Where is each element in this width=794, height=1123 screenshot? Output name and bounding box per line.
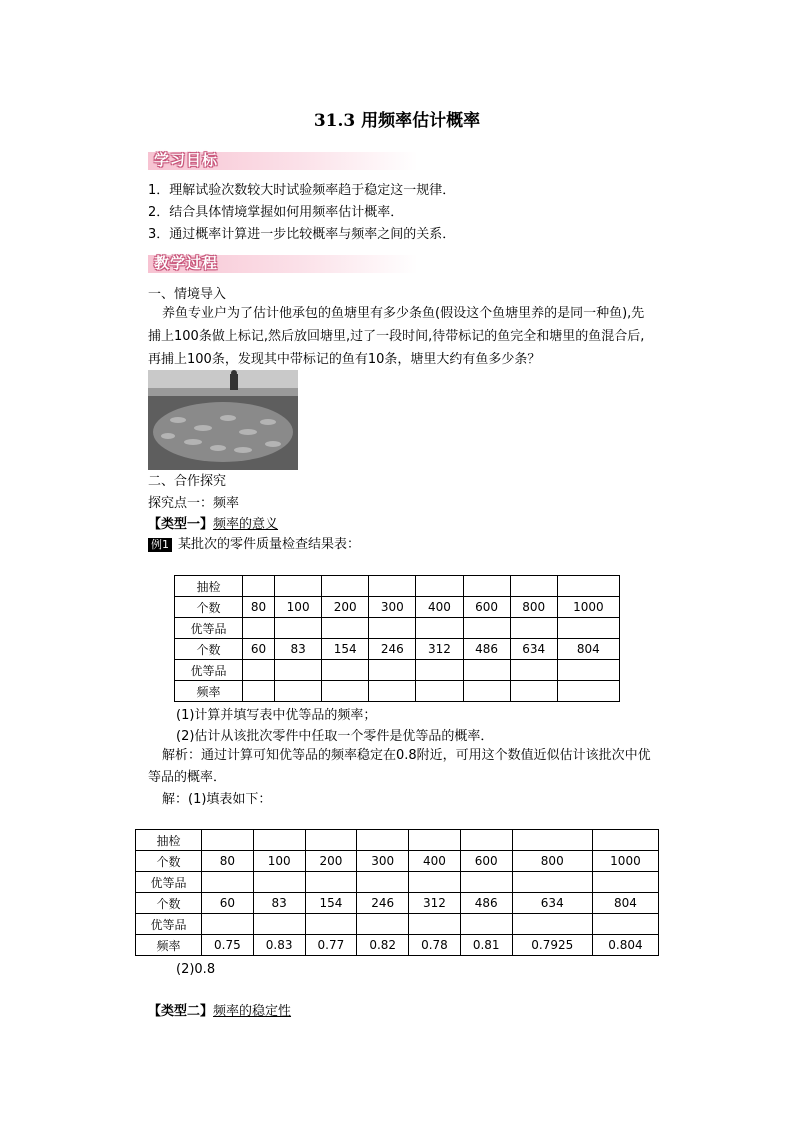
- table-cell: 0.82: [357, 935, 409, 956]
- learning-goals-banner: [148, 152, 418, 170]
- example-text: 某批次的零件质量检查结果表：: [178, 537, 361, 552]
- table-cell: 246: [369, 639, 416, 660]
- intro-line-2: 捕上100条做上标记,然后放回塘里,过了一段时间,待带标记的鱼完全和塘里的鱼混合后,: [148, 329, 645, 344]
- learning-goals-banner-text: 学习目标: [154, 151, 219, 169]
- intro-line-3: 再捕上100条，发现其中带标记的鱼有10条，塘里大约有鱼多少条？: [148, 352, 541, 367]
- table-cell: 优等品: [136, 872, 202, 893]
- table-row: [136, 830, 659, 851]
- answer-2: (2)0.8: [176, 962, 216, 977]
- table-cell: 486: [463, 639, 510, 660]
- table-cell: 200: [305, 851, 357, 872]
- table-row: [175, 576, 620, 597]
- question-1: (1)计算并填写表中优等品的频率；: [176, 708, 377, 723]
- table-cell: 优等品: [136, 914, 202, 935]
- table-row: [175, 597, 620, 618]
- type2-heading: [148, 1004, 291, 1020]
- solution-text: 解：(1)填表如下：: [162, 792, 272, 807]
- table-cell: 0.83: [253, 935, 305, 956]
- table-row: [175, 681, 620, 702]
- table-cell: 83: [275, 639, 322, 660]
- table-cell: 个数: [175, 597, 243, 618]
- table-cell: 300: [357, 851, 409, 872]
- quality-table-answer: [135, 829, 659, 956]
- table-row: [175, 639, 620, 660]
- fish-pond-photo: [148, 370, 298, 470]
- table-cell: 804: [592, 893, 658, 914]
- type2-prefix: 【类型二】: [148, 1004, 214, 1019]
- table-cell: 优等品: [175, 618, 243, 639]
- table-row: [136, 935, 659, 956]
- table-cell: 100: [275, 597, 322, 618]
- table-cell: 60: [202, 893, 254, 914]
- table-cell: 312: [409, 893, 461, 914]
- table-cell: 80: [202, 851, 254, 872]
- table-cell: 个数: [136, 893, 202, 914]
- table-cell: 0.7925: [512, 935, 592, 956]
- type1-prefix: 【类型一】: [148, 517, 214, 532]
- table-row: [175, 660, 620, 681]
- table-row: [136, 872, 659, 893]
- table-cell: 60: [243, 639, 275, 660]
- table-cell: 200: [322, 597, 369, 618]
- table-row: [136, 851, 659, 872]
- table-cell: 个数: [175, 639, 243, 660]
- table-cell: 0.75: [202, 935, 254, 956]
- table-cell: 804: [557, 639, 619, 660]
- type1-heading: [148, 517, 278, 533]
- teaching-process-banner-text: 教学过程: [154, 254, 219, 272]
- table-row: [136, 914, 659, 935]
- table-cell: 0.804: [592, 935, 658, 956]
- table-cell: 400: [409, 851, 461, 872]
- table-cell: 154: [305, 893, 357, 914]
- table-cell: 频率: [175, 681, 243, 702]
- table-cell: 抽检: [175, 576, 243, 597]
- table-cell: 频率: [136, 935, 202, 956]
- table-cell: 312: [416, 639, 463, 660]
- table-cell: 634: [510, 639, 557, 660]
- table-cell: 0.81: [460, 935, 512, 956]
- table-cell: 600: [463, 597, 510, 618]
- type2-label: 频率的稳定性: [213, 1004, 292, 1019]
- page-title: 31.3 用频率估计概率: [313, 111, 481, 131]
- table-cell: 0.78: [409, 935, 461, 956]
- table-cell: 83: [253, 893, 305, 914]
- table-cell: 0.77: [305, 935, 357, 956]
- table-row: [136, 893, 659, 914]
- type1-label: 频率的意义: [213, 517, 279, 532]
- table-cell: 优等品: [175, 660, 243, 681]
- table-cell: 634: [512, 893, 592, 914]
- table-cell: 300: [369, 597, 416, 618]
- table-cell: 1000: [557, 597, 619, 618]
- analysis-line-2: 等品的概率．: [148, 770, 227, 785]
- question-2: (2)估计从该批次零件中任取一个零件是优等品的概率．: [176, 729, 494, 744]
- intro-line-1: 养鱼专业户为了估计他承包的鱼塘里有多少条鱼(假设这个鱼塘里养的是同一种鱼),先: [162, 306, 645, 321]
- goal-item-1: 1．理解试验次数较大时试验频率趋于稳定这一规律．: [148, 183, 456, 198]
- table-cell: 80: [243, 597, 275, 618]
- goal-item-2: 2．结合具体情境掌握如何用频率估计概率．: [148, 205, 404, 220]
- goal-item-3: 3．通过概率计算进一步比较概率与频率之间的关系．: [148, 227, 456, 242]
- analysis-line-1: 解析：通过计算可知优等品的频率稳定在0.8附近，可用这个数值近似估计该批次中优: [162, 748, 651, 763]
- table-cell: 抽检: [136, 830, 202, 851]
- table-cell: 246: [357, 893, 409, 914]
- table-cell: 800: [512, 851, 592, 872]
- example-1-line: [148, 537, 360, 553]
- quality-table-question: [174, 575, 620, 702]
- table-cell: 486: [460, 893, 512, 914]
- table-cell: 400: [416, 597, 463, 618]
- table-cell: 个数: [136, 851, 202, 872]
- table-cell: 1000: [592, 851, 658, 872]
- table-cell: 100: [253, 851, 305, 872]
- table-cell: 600: [460, 851, 512, 872]
- table-cell: 154: [322, 639, 369, 660]
- part2-heading: 二、合作探究: [148, 474, 227, 489]
- table-row: [175, 618, 620, 639]
- explore-point-1: 探究点一：频率: [148, 496, 240, 511]
- table-cell: 800: [510, 597, 557, 618]
- example-badge: 例1: [148, 538, 172, 552]
- teaching-process-banner: [148, 255, 418, 273]
- part1-heading: 一、情境导入: [148, 287, 227, 302]
